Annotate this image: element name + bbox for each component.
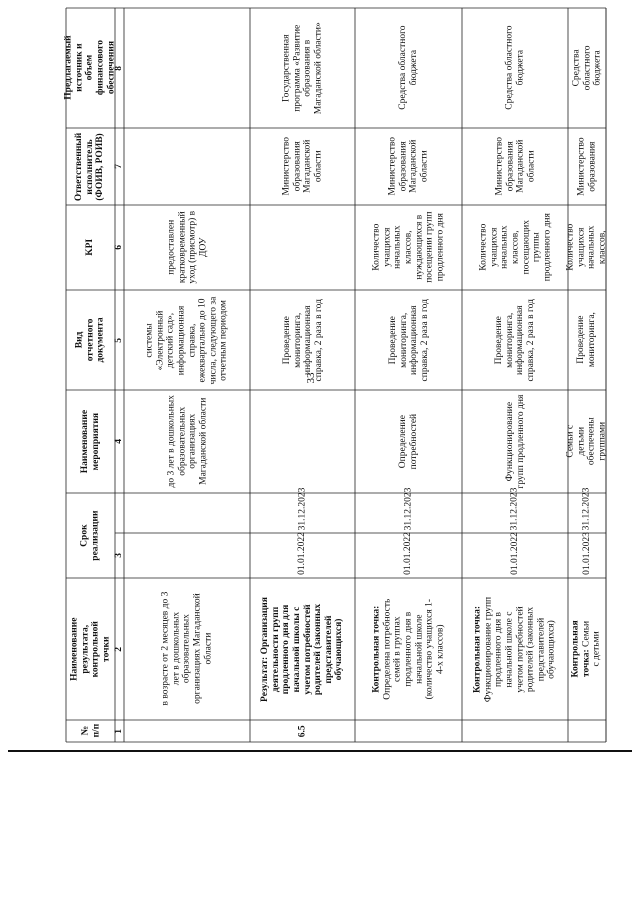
- row-2-start: 01.01.2022: [297, 532, 308, 575]
- bottom-rule: [8, 750, 632, 752]
- row-3-resp: Министерство образования Магаданской области: [387, 137, 430, 196]
- cell-text: Определена потребность семей в группах продленного дня в начальной школе (количество учащихся 1-4-х классов): [381, 598, 446, 700]
- row-5-doc: Проведение мониторинга,: [576, 312, 598, 368]
- row-1-num: [124, 720, 250, 742]
- colnum-6: 6: [114, 245, 125, 250]
- colnum-8: 8: [114, 65, 125, 71]
- row-2-measure: [250, 390, 355, 493]
- row-2-end: 31.12.2023: [297, 487, 308, 530]
- row-1-start: [124, 533, 250, 578]
- row-3-fin: Средства областного бюджета: [397, 25, 419, 111]
- page-number: 33: [305, 372, 317, 384]
- row-4-fin: Средства областного бюджета: [504, 25, 525, 111]
- row-2-num: 6.5: [297, 725, 308, 737]
- header-col8: Предлагаемый источник и объем финансового обеспечения: [63, 35, 117, 101]
- row-4-doc: Проведение мониторинга, информационная справка, 2 раза в год: [493, 298, 536, 382]
- row-3-measure: Определение потребностей: [397, 413, 419, 470]
- header-term: Срок реализации: [79, 510, 101, 561]
- colnum-3: 3: [114, 553, 125, 558]
- row-5-kpi: Количество учащихся начальных классов,: [565, 223, 608, 272]
- row-5-measure: Семьи с детьми обеспечены группами: [565, 417, 608, 466]
- row-4-resp: Министерство образования Магаданской области: [493, 137, 536, 196]
- row-4-start: 01.01.2022: [509, 532, 520, 575]
- row-1-end: [124, 493, 250, 533]
- row-3-end: 31.12.2023: [403, 487, 414, 530]
- colnum-4: 4: [114, 439, 125, 444]
- row-1-name: в возрасте от 2 месяцев до 3 лет в дошкольных образовательных организациях Магаданской области: [160, 592, 213, 706]
- row-5-end: 31.12.2023: [581, 487, 592, 530]
- header-col6: KPI: [85, 239, 96, 256]
- row-4-name: [462, 578, 568, 720]
- row-1-kpi: предоставлен кратковременный уход (присмотр) в ДОУ: [165, 211, 208, 284]
- cell-text: Семьи с детьми: [581, 620, 603, 667]
- row-2-resp: Министерство образования Магаданской области: [281, 137, 324, 196]
- control-point-label: Контрольная точка:: [371, 605, 382, 693]
- row-3-doc: Проведение мониторинга, информационная справка, 2 раза в год: [387, 298, 430, 382]
- control-point-label: Контрольная точка:: [571, 620, 592, 678]
- row-1-fin: [124, 8, 250, 128]
- row-1-resp: [124, 128, 250, 205]
- colnum-2: 2: [114, 646, 125, 652]
- header-col2: Наименование результата, контрольной точки: [69, 617, 112, 681]
- row-5-fin: Средства областного бюджета: [571, 45, 603, 91]
- colnum-7: 7: [114, 164, 125, 169]
- row-5-name: [568, 578, 606, 720]
- row-5-resp: Министерство образования: [576, 137, 598, 196]
- colnum-1: 1: [114, 728, 125, 734]
- row-2-doc: Проведение мониторинга, информационная справка, 2 раза в год: [281, 298, 324, 382]
- row-3-start: 01.01.2022: [403, 532, 414, 575]
- row-2-kpi: [250, 205, 355, 290]
- row-3-name: [355, 578, 462, 720]
- row-4-end: 31.12.2023: [509, 487, 520, 530]
- header-col1: № п/п: [79, 724, 101, 738]
- row-5-start: 01.01.2023: [581, 532, 592, 575]
- row-1-measure: до 3 лет в дошкольных образовательных организациях Магаданской области: [165, 395, 208, 488]
- row-2-name: Результат: Организация деятельности групп продленного дня для начальной школы с учетом потребностей родителей (законных представителей обучающихся): [260, 596, 345, 702]
- row-4-kpi: Количество учащихся начальных классов, посещающих группы продленного дня: [477, 213, 552, 282]
- header-col4: Наименование мероприятия: [79, 409, 101, 474]
- row-4-num: [462, 720, 568, 742]
- control-point-label: Контрольная точка:: [472, 605, 483, 693]
- row-3-kpi: Количество учащихся начальных классов, нуждающихся в посещении групп продленного дня: [371, 211, 446, 284]
- row-3-num: [355, 720, 462, 742]
- header-col5: Вид отчетного документа: [74, 317, 106, 363]
- row-2-fin: Государственная программа «Развитие образования в Магаданской области»: [281, 22, 324, 114]
- header-col7: Ответственный исполнитель (ФОИВ, РОИВ): [74, 132, 106, 201]
- row-5-num: [568, 720, 606, 742]
- cell-text: Функционирование групп продленного дня в начальной школе с учетом потребностей родителей (законных представителей обучающихся): [483, 596, 557, 702]
- row-1-doc: системы «Электронный детский сад», информационная справка, ежеквартально до 10 числа, следующего за отчетным периодом: [144, 296, 229, 384]
- colnum-5: 5: [114, 337, 125, 343]
- row-4-measure: Функционирование групп продленного дня: [504, 394, 525, 489]
